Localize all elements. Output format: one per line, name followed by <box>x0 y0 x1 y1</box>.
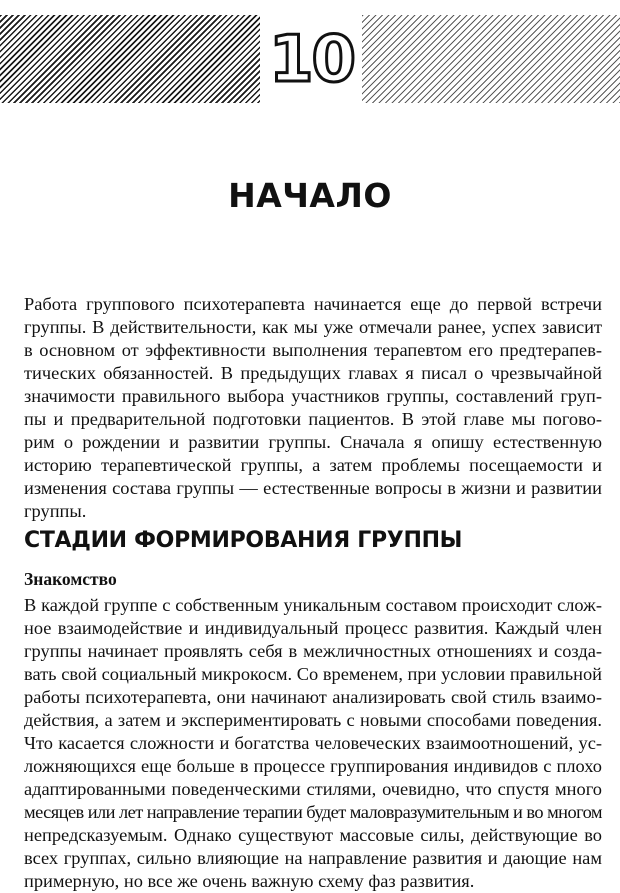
text-line: Работа группового психотерапевта начинается еще до первой встречи <box>24 294 602 314</box>
text-line: изменения состава группы — естественные вопросы в жизни и развитии <box>24 478 602 498</box>
text-line: группы. В действительности, как мы уже отмечали ранее, успех зависит <box>24 317 602 337</box>
text-line: группы. <box>24 501 87 521</box>
text-line: в основном от эффективности выполнения терапевтом его предтерапев- <box>24 340 602 360</box>
intro-paragraph <box>24 293 602 523</box>
chapter-number: 10 <box>268 22 355 97</box>
body-paragraph <box>24 594 602 893</box>
chapter-title: НАЧАЛО <box>228 176 392 215</box>
text-line: примерную, но все же очень важную схему фаз развития. <box>24 871 475 891</box>
text-line: ное взаимодействие и индивидуальный процесс развития. Каждый член <box>24 618 602 638</box>
chapter-header-band <box>0 12 620 107</box>
text-line: группы начинает проявлять себя в межличностных отношениях и созда- <box>24 641 602 661</box>
text-line: историю терапевтической группы, а затем проблемы посещаемости и <box>24 455 602 475</box>
text-line: непредсказуемым. Однако существуют массовые силы, действующие во <box>24 825 602 845</box>
section-heading: СТАДИИ ФОРМИРОВАНИЯ ГРУППЫ <box>24 528 463 553</box>
text-line: вать свой социальный микрокосм. Со временем, при условии правильной <box>24 664 602 684</box>
text-line: ложняющихся еще больше в процессе группирования индивидов с плохо <box>24 756 602 776</box>
text-line: месяцев или лет направление терапии будет маловразумительным и во многом <box>24 802 602 822</box>
subsection-heading: Знакомство <box>24 569 117 589</box>
hatch-pattern-right <box>362 15 620 103</box>
text-line: пы и предварительной подготовки пациентов. В этой главе мы погово- <box>24 409 602 429</box>
text-line: адаптированными поведенческими стилями, очевидно, что спустя много <box>24 779 602 799</box>
text-line: работы психотерапевта, они начинают анализировать свой стиль взаимо- <box>24 687 602 707</box>
text-line: тических обязанностей. В предыдущих главах я писал о чрезвычайной <box>24 363 602 383</box>
text-line: Что касается сложности и богатства человеческих взаимоотношений, ус- <box>24 733 602 753</box>
text-line: значимости правильного выбора участников группы, составлений груп- <box>24 386 602 406</box>
text-line: всех группах, сильно влияющие на направление развития и дающие нам <box>24 848 602 868</box>
text-line: рим о рождении и развитии группы. Сначала я опишу естественную <box>24 432 602 452</box>
hatch-pattern-left <box>0 15 260 103</box>
text-line: действия, а затем и экспериментировать с новыми способами поведения. <box>24 710 602 730</box>
text-line: В каждой группе с собственным уникальным составом происходит слож- <box>24 595 602 615</box>
